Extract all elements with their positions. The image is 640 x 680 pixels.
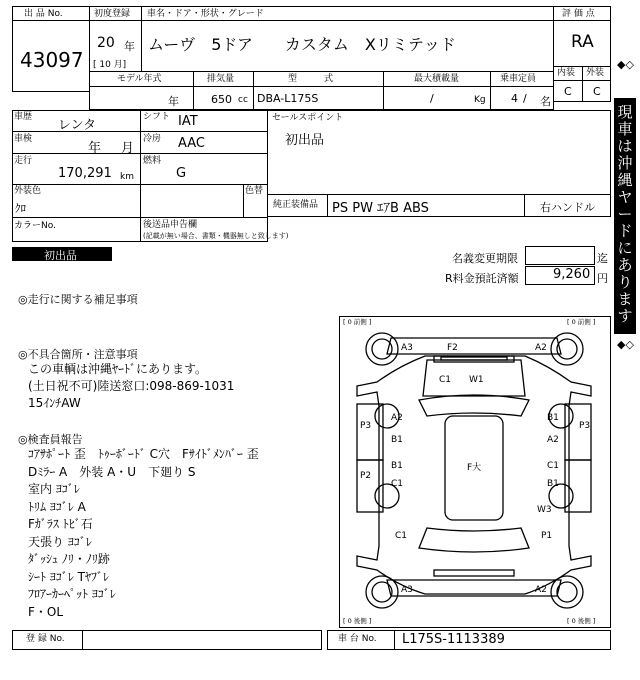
name-change-label: 名義変更期限 — [452, 252, 518, 265]
tag-front-right: [ 0 前側 ] — [567, 318, 596, 326]
fuel-label: 燃料 — [143, 156, 162, 166]
mark-rear-a2: A2 — [535, 585, 547, 595]
displacement-unit: cc — [238, 95, 248, 105]
handle-value: 右ハンドル — [540, 201, 595, 214]
note-line: ﾌﾛｱｰｶｰﾍﾟｯﾄ ﾖｺﾞﾚ — [28, 587, 116, 601]
rear-window — [419, 528, 529, 552]
displacement-value: 650 — [211, 93, 232, 106]
history-label: 車歴 — [14, 112, 33, 122]
note-line: (土日祝不可)陸送窓口:098-869-1031 — [28, 379, 235, 393]
defects-heading: ◎不具合箇所・注意事項 — [18, 348, 138, 361]
exterior-color-label: 外装色 — [14, 186, 42, 196]
mark-rear-a3: A3 — [401, 585, 413, 595]
mark-right-w3: W3 — [537, 505, 552, 515]
name-label: 車名・ドア・形状・グレード — [147, 9, 264, 19]
mark-left-b1a: B1 — [391, 435, 403, 445]
mark-roof-f: F大 — [467, 463, 482, 473]
note-line: Fｶﾞﾗｽ ﾄﾋﾞ石 — [28, 517, 93, 531]
interior-grade: C — [564, 85, 572, 98]
interior-label: 内装 — [557, 68, 576, 78]
score-value: RA — [571, 32, 594, 52]
side-bottom-mark: ◆◇ — [617, 338, 634, 351]
fuel-value: G — [176, 166, 187, 181]
mark-front-f2: F2 — [447, 343, 458, 353]
sales-point-value: 初出品 — [285, 133, 325, 148]
mark-left-p2: P2 — [360, 471, 372, 481]
max-load-unit: Kg — [474, 95, 486, 105]
tag-rear-left: [ 0 後側 ] — [343, 617, 372, 625]
max-load-value: / — [430, 92, 434, 105]
mileage-label: 走行 — [14, 156, 33, 166]
sales-point-label: セールスポイント — [272, 113, 344, 123]
mark-right-p1: P1 — [541, 531, 553, 541]
rear-left-wheel — [366, 576, 398, 608]
note-line: F・OL — [28, 604, 64, 619]
mileage-unit: km — [120, 172, 134, 182]
lot-number: 43097 — [20, 48, 84, 72]
mark-front-a3: A3 — [401, 343, 413, 353]
tag-front-left: [ 0 前側 ] — [343, 318, 372, 326]
equipment-value: PS PW ｴｱB ABS — [332, 201, 429, 216]
lot-label: 出 品 No. — [24, 9, 63, 19]
mark-right-b1b: B1 — [547, 479, 559, 489]
score-label: 評 価 点 — [562, 9, 595, 19]
mark-hood-w1: W1 — [469, 375, 484, 385]
mark-left-a2: A2 — [391, 413, 403, 423]
recycle-value: 9,260 — [553, 267, 591, 282]
color-change-label: 色替 — [245, 186, 264, 196]
mark-right-b1a: B1 — [547, 413, 559, 423]
note-line: Dﾐﾗｰ A 外装 A・U 下廻り S — [28, 464, 196, 479]
exterior-label: 外装 — [586, 68, 605, 78]
side-banner-text: 現車は沖縄ヤードにあります — [617, 103, 633, 325]
recycle-label: R料金預託済額 — [445, 272, 519, 285]
year-unit: 年 — [124, 40, 135, 53]
color-no-label: カラーNo. — [14, 221, 56, 231]
capacity-label: 乗車定員 — [500, 74, 537, 84]
tag-rear-right: [ 0 後側 ] — [567, 617, 596, 625]
reg-no-label: 登 録 No. — [26, 634, 65, 644]
equipment-label: 純正装備品 — [273, 200, 319, 210]
mark-left-c1a: C1 — [391, 479, 404, 489]
chassis-value: L175S-1113389 — [402, 632, 505, 647]
history-value: レンタ — [58, 118, 97, 133]
first-listing-badge-text: 初出品 — [44, 249, 77, 262]
max-load-label: 最大積載量 — [414, 74, 460, 84]
rear-right-wheel — [551, 576, 583, 608]
ac-value: AAC — [178, 136, 205, 151]
capacity-unit: 名 — [540, 95, 551, 108]
shift-label: シフト — [143, 112, 171, 122]
windshield — [419, 395, 529, 416]
mark-right-c1: C1 — [547, 461, 560, 471]
recycle-unit: 円 — [597, 272, 608, 285]
exterior-grade: C — [593, 85, 601, 98]
name-change-box — [525, 246, 595, 265]
ac-label: 冷房 — [143, 134, 162, 144]
displacement-label: 排気量 — [207, 74, 235, 84]
aftermarket-label: 後送品申告欄 — [143, 220, 198, 230]
inspector-heading: ◎検査員報告 — [18, 433, 83, 446]
shift-value: IAT — [178, 114, 198, 129]
note-line: 天張り ﾖｺﾞﾚ — [28, 534, 92, 549]
capacity-value: 4 — [511, 92, 518, 105]
side-top-mark: ◆◇ — [617, 58, 634, 71]
mark-right-p3: P3 — [579, 421, 591, 431]
car-name: ムーヴ 5ドア カスタム Xリミテッド — [148, 35, 456, 54]
inspection-label: 車検 — [14, 134, 33, 144]
aftermarket-note: (記載が無い場合、書類・機器無しと致します) — [143, 232, 289, 240]
note-line: ｺｱｻﾎﾟｰﾄ 歪 ﾄｩｰﾎﾞｰﾄﾞ C穴 Fｻｲﾄﾞﾒﾝﾊﾞｰ 歪 — [28, 447, 259, 461]
exterior-color-value: ｸﾛ — [15, 202, 26, 215]
note-line: 室内 ﾖｺﾞﾚ — [28, 482, 80, 496]
car-body — [357, 356, 591, 594]
type-value: DBA-L175S — [257, 92, 319, 105]
type-label: 型 式 — [288, 74, 334, 84]
mark-left-b1b: B1 — [391, 461, 403, 471]
inspection-month: 月 — [121, 141, 135, 156]
mileage-value: 170,291 — [58, 166, 112, 181]
note-line: ﾀﾞｯｼｭ ﾉﾘ・ﾉﾘ跡 — [28, 552, 110, 566]
first-reg-label: 初度登録 — [94, 9, 131, 19]
reg-month: [ 10 月] — [93, 60, 127, 70]
note-line: 15ｲﾝﾁAW — [28, 396, 81, 410]
car-diagram — [339, 316, 611, 628]
reg-year: 20 — [97, 35, 115, 51]
mark-left-p3: P3 — [360, 421, 372, 431]
model-year-label: モデル年式 — [117, 74, 162, 84]
capacity-sep: / — [523, 92, 527, 105]
supplement-heading: ◎走行に関する補足事項 — [18, 293, 138, 306]
chassis-label: 車 台 No. — [338, 634, 377, 644]
model-year-unit: 年 — [168, 95, 179, 108]
mark-front-a2: A2 — [535, 343, 547, 353]
note-line: ﾄﾘﾑ ﾖｺﾞﾚ A — [28, 499, 86, 514]
mark-hood-c1: C1 — [439, 375, 452, 385]
mark-right-a2: A2 — [547, 435, 559, 445]
name-change-unit: 迄 — [597, 252, 608, 265]
note-line: ｼｰﾄ ﾖｺﾞﾚ Tﾔﾌﾞﾚ — [28, 569, 109, 584]
mark-left-c1b: C1 — [395, 531, 408, 541]
inspection-year: 年 — [88, 141, 102, 156]
note-line: この車輌は沖縄ﾔｰﾄﾞにあります。 — [28, 362, 208, 376]
